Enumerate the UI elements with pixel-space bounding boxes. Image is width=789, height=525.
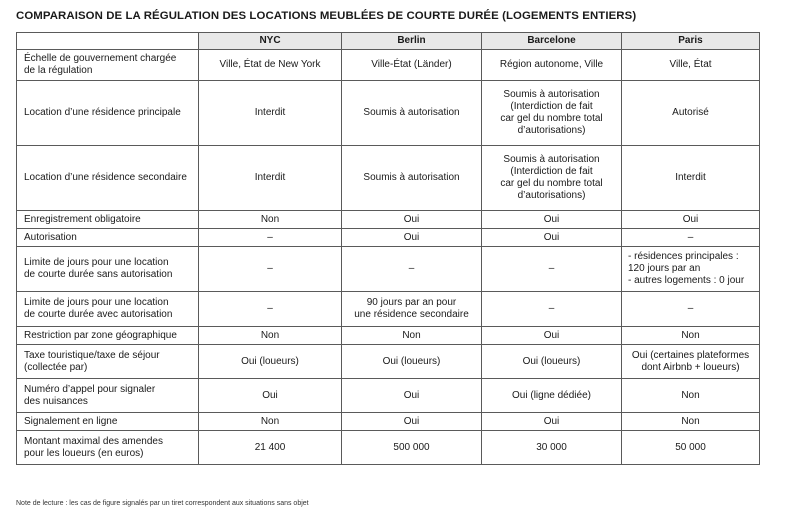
column-header-barcelone: Barcelone: [482, 33, 622, 50]
cell-berlin: Ville-État (Länder): [342, 50, 482, 81]
table-row: [17, 50, 760, 81]
column-header-paris: Paris: [622, 33, 760, 50]
row-label: Échelle de gouvernement chargée de la régulation: [17, 50, 199, 81]
comparison-table: [16, 32, 760, 465]
cell-berlin: Oui (loueurs): [342, 345, 482, 379]
table-row: [17, 345, 760, 379]
column-header-berlin: Berlin: [342, 33, 482, 50]
cell-barcelone: –: [482, 292, 622, 327]
cell-nyc: Non: [199, 327, 342, 345]
row-label: Signalement en ligne: [17, 413, 199, 431]
cell-nyc: Non: [199, 413, 342, 431]
column-header-nyc: NYC: [199, 33, 342, 50]
row-label: Autorisation: [17, 229, 199, 247]
cell-barcelone: Région autonome, Ville: [482, 50, 622, 81]
cell-berlin: Soumis à autorisation: [342, 146, 482, 211]
cell-barcelone: 30 000: [482, 431, 622, 465]
cell-paris: Ville, État: [622, 50, 760, 81]
table-row: [17, 211, 760, 229]
cell-nyc: Interdit: [199, 81, 342, 146]
cell-paris: Interdit: [622, 146, 760, 211]
reading-note: Note de lecture : les cas de figure signalés par un tiret correspondent aux situations sans objet: [16, 500, 309, 507]
cell-barcelone: –: [482, 247, 622, 292]
cell-barcelone: Oui (loueurs): [482, 345, 622, 379]
table-row: [17, 413, 760, 431]
table-row: [17, 292, 760, 327]
cell-nyc: Ville, État de New York: [199, 50, 342, 81]
row-label: Taxe touristique/taxe de séjour (collectée par): [17, 345, 199, 379]
cell-berlin: Oui: [342, 379, 482, 413]
cell-nyc: Oui (loueurs): [199, 345, 342, 379]
cell-paris: –: [622, 292, 760, 327]
row-label: Numéro d’appel pour signaler des nuisances: [17, 379, 199, 413]
cell-berlin: Oui: [342, 211, 482, 229]
cell-berlin: Oui: [342, 229, 482, 247]
cell-paris: Non: [622, 327, 760, 345]
table-row: [17, 379, 760, 413]
table-row: [17, 431, 760, 465]
cell-berlin: Non: [342, 327, 482, 345]
row-label: Enregistrement obligatoire: [17, 211, 199, 229]
table-row: [17, 229, 760, 247]
cell-paris: Non: [622, 379, 760, 413]
cell-paris: Oui: [622, 211, 760, 229]
row-label: Location d’une résidence principale: [17, 81, 199, 146]
cell-nyc: Oui: [199, 379, 342, 413]
row-label: Restriction par zone géographique: [17, 327, 199, 345]
header-row: [17, 33, 760, 50]
table-title: COMPARAISON DE LA RÉGULATION DES LOCATIONS MEUBLÉES DE COURTE DURÉE (LOGEMENTS ENTIERS): [16, 10, 637, 22]
cell-nyc: Interdit: [199, 146, 342, 211]
cell-nyc: –: [199, 229, 342, 247]
cell-berlin: 90 jours par an pour une résidence secondaire: [342, 292, 482, 327]
cell-barcelone: Oui: [482, 229, 622, 247]
cell-berlin: 500 000: [342, 431, 482, 465]
cell-paris: - résidences principales : 120 jours par an - autres logements : 0 jour: [622, 247, 760, 292]
cell-paris: Non: [622, 413, 760, 431]
cell-berlin: –: [342, 247, 482, 292]
cell-berlin: Oui: [342, 413, 482, 431]
cell-barcelone: Oui (ligne dédiée): [482, 379, 622, 413]
row-label: Montant maximal des amendes pour les loueurs (en euros): [17, 431, 199, 465]
table-row: [17, 247, 760, 292]
cell-nyc: –: [199, 292, 342, 327]
header-corner: [17, 33, 199, 50]
table-row: [17, 146, 760, 211]
cell-paris: 50 000: [622, 431, 760, 465]
cell-barcelone: Soumis à autorisation (Interdiction de fait car gel du nombre total d’autorisations): [482, 81, 622, 146]
cell-nyc: –: [199, 247, 342, 292]
cell-nyc: Non: [199, 211, 342, 229]
row-label: Limite de jours pour une location de courte durée sans autorisation: [17, 247, 199, 292]
row-label: Limite de jours pour une location de courte durée avec autorisation: [17, 292, 199, 327]
row-label: Location d’une résidence secondaire: [17, 146, 199, 211]
table-row: [17, 327, 760, 345]
table-row: [17, 81, 760, 146]
cell-barcelone: Soumis à autorisation (Interdiction de fait car gel du nombre total d’autorisations): [482, 146, 622, 211]
cell-paris: Oui (certaines plateformes dont Airbnb + loueurs): [622, 345, 760, 379]
cell-barcelone: Oui: [482, 211, 622, 229]
cell-berlin: Soumis à autorisation: [342, 81, 482, 146]
cell-paris: Autorisé: [622, 81, 760, 146]
cell-nyc: 21 400: [199, 431, 342, 465]
cell-paris: –: [622, 229, 760, 247]
cell-barcelone: Oui: [482, 327, 622, 345]
cell-barcelone: Oui: [482, 413, 622, 431]
